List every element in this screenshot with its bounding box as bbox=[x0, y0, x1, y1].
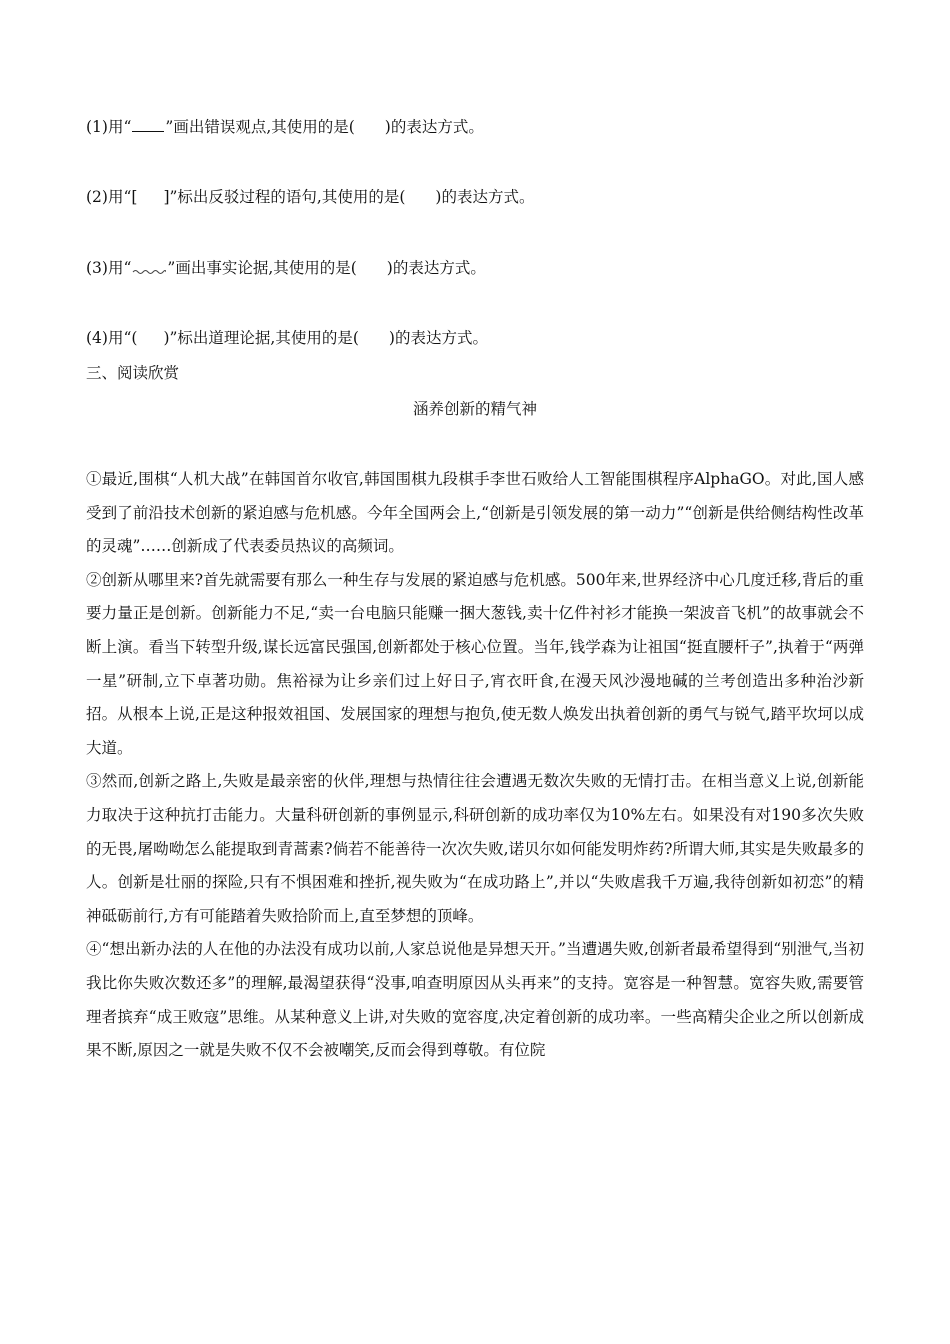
question-1 bbox=[86, 116, 484, 138]
question-4-text: )”标出道理论据,其使用的是( bbox=[163, 329, 359, 347]
question-2-end: )的表达方式。 bbox=[435, 188, 535, 206]
question-1-prefix: (1)用“ bbox=[86, 118, 132, 136]
paragraph-1: ①最近,围棋“人机大战”在韩国首尔收官,韩国围棋九段棋手李世石败给人工智能围棋程序AlphaGO。对此,国人感受到了前沿技术创新的紧迫感与危机感。今年全国两会上,“创新是引领发展的第一动力”“创新是供给侧结构性改革的灵魂”……创新成了代表委员热议的高频词。 bbox=[86, 470, 864, 556]
question-3-prefix: (3)用“ bbox=[86, 259, 132, 277]
question-2-text: ]”标出反驳过程的语句,其使用的是( bbox=[163, 188, 406, 206]
paragraph-4: ④“想出新办法的人在他的办法没有成功以前,人家总说他是异想天开。”当遭遇失败,创新者最希望得到“别泄气,当初我比你失败次数还多”的理解,最渴望获得“没事,咱查明原因从头再来”的支持。宽容是一种智慧。宽容失败,需要管理者摈弃“成王败寇”思维。从某种意义上讲,对失败的宽容度,决定着创新的成功率。一些高精尖企业之所以创新成果不断,原因之一就是失败不仅不会被嘲笑,反而会得到尊敬。有位院 bbox=[86, 940, 864, 1060]
question-4-end: )的表达方式。 bbox=[388, 329, 488, 347]
article-title: 涵养创新的精气神 bbox=[412, 400, 537, 418]
question-4-prefix: (4)用“( bbox=[86, 329, 138, 347]
underline-marker bbox=[132, 117, 164, 132]
question-1-text: ”画出错误观点,其使用的是( bbox=[165, 118, 355, 136]
question-2-prefix: (2)用“[ bbox=[86, 188, 138, 206]
question-3 bbox=[86, 257, 486, 279]
paragraph-3: ③然而,创新之路上,失败是最亲密的伙伴,理想与热情往往会遭遇无数次失败的无情打击。在相当意义上说,创新能力取决于这种抗打击能力。大量科研创新的事例显示,科研创新的成功率仅为10%左右。如果没有对190多次失败的无畏,屠呦呦怎么能提取到青蒿素?倘若不能善待一次次失败,诺贝尔如何能发明炸药?所谓大师,其实是失败最多的人。创新是壮丽的探险,只有不惧困难和挫折,视失败为“在成功路上”,并以“失败虐我千万遍,我待创新如初恋”的精神砥砺前行,方有可能踏着失败拾阶而上,直至梦想的顶峰。 bbox=[86, 772, 864, 925]
question-2 bbox=[86, 186, 534, 208]
question-3-end: )的表达方式。 bbox=[386, 259, 486, 277]
question-1-end: )的表达方式。 bbox=[384, 118, 484, 136]
question-3-text: ”画出事实论据,其使用的是( bbox=[167, 259, 357, 277]
wavy-line-marker bbox=[132, 259, 166, 273]
question-4 bbox=[86, 327, 488, 349]
article-body bbox=[86, 463, 864, 1068]
paragraph-2: ②创新从哪里来?首先就需要有那么一种生存与发展的紧迫感与危机感。500年来,世界经济中心几度迁移,背后的重要力量正是创新。创新能力不足,“卖一台电脑只能赚一捆大葱钱,卖十亿件衬衫才能换一架波音飞机”的故事就会不断上演。看当下转型升级,谋长远富民强国,创新都处于核心位置。当年,钱学森为让祖国“挺直腰杆子”,执着于“两弹一星”研制,立下卓著功勋。焦裕禄为让乡亲们过上好日子,宵衣旰食,在漫天风沙漫地碱的兰考创造出多种治沙新招。从根本上说,正是这种报效祖国、发展国家的理想与抱负,使无数人焕发出执着创新的勇气与锐气,踏平坎坷以成大道。 bbox=[86, 570, 864, 757]
section-heading: 三、阅读欣赏 bbox=[86, 364, 180, 382]
